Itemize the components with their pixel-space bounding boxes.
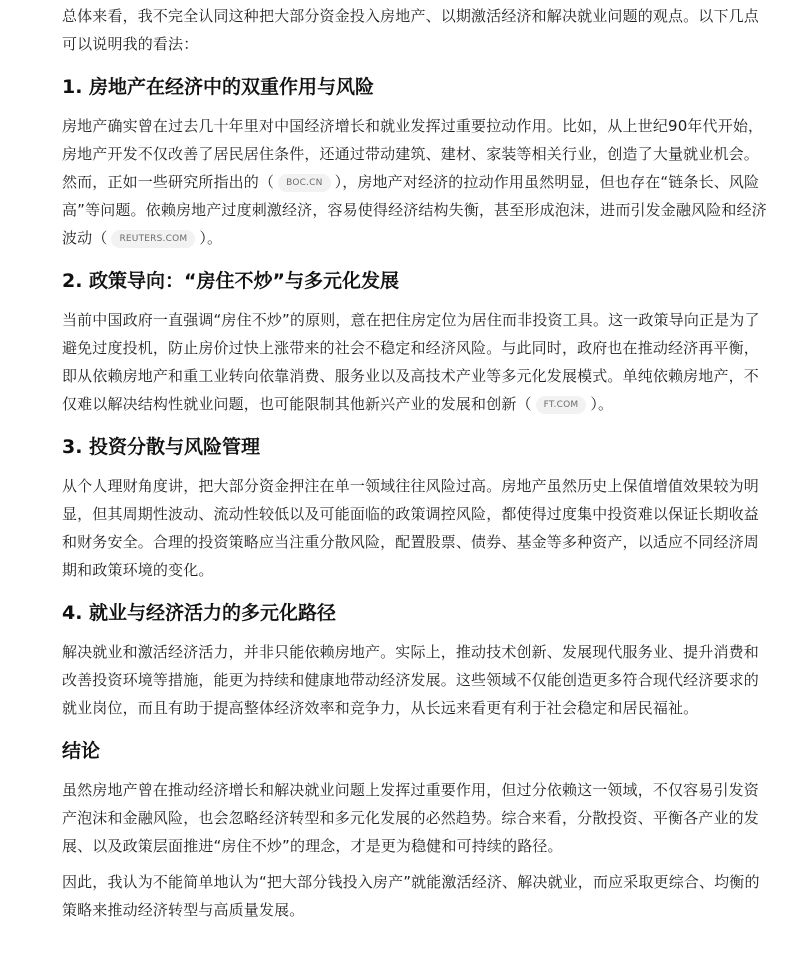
conclusion-paragraph: 虽然房地产曾在推动经济增长和解决就业问题上发挥过重要作用，但过分依赖这一领域，不仅容易引发资产泡沫和金融风险，也会忽略经济转型和多元化发展的必然趋势。综合来看，分散投资、平衡各产业的发展、以及政策层面推进“房住不炒”的理念，才是更为稳健和可持续的路径。 [62, 781, 759, 855]
section-heading-dual-role: 1. 房地产在经济中的双重作用与风险 [62, 76, 375, 98]
citation-chip-boc[interactable]: BOC.CN [278, 174, 330, 192]
paragraph-text: ，房地产对经济的拉动作用虽然明显，但也存在“链条长、风险高”等问题。依赖房地产过度刺激经济，容易使得经济结构失衡，甚至形成泡沫，进而引发金融风险和经济波动 [62, 173, 767, 247]
citation-chip-reuters[interactable]: REUTERS.COM [111, 230, 195, 248]
paragraph-text: 。 [597, 395, 614, 413]
section-paragraph-employment: 解决就业和激活经济活力，并非只能依赖房地产。实际上，推动技术创新、发展现代服务业、提升消费和改善投资环境等措施，能更为持续和健康地带动经济发展。这些领域不仅能创造更多符合现代经济要求的就业岗位，而且有助于提高整体经济效率和竞争力，从长远来看更有利于社会稳定和居民福祉。 [62, 643, 759, 717]
section-heading-conclusion: 结论 [62, 740, 101, 762]
section-heading-policy: 2. 政策导向：“房住不炒”与多元化发展 [62, 270, 400, 292]
paragraph-text: 房地产确实曾在过去几十年里对中国经济增长和就业发挥过重要拉动作用。比如，从上世纪90年代开始，房地产开发不仅改善了居民居住条件，还通过带动建筑、建材、家装等相关行业，创造了大量就业机会。然而，正如一些研究所指出的 [62, 117, 764, 191]
section-paragraph-dual-role: 房地产确实曾在过去几十年里对中国经济增长和就业发挥过重要拉动作用。比如，从上世纪90年代开始，房地产开发不仅改善了居民居住条件，还通过带动建筑、建材、家装等相关行业，创造了大量就业机会。然而，正如一些研究所指出的（ BOC.CN ），房地产对经济的拉动作用虽然明显，但也存在“链条长、风险高”等问题。依赖房地产过度刺激经济，容易使得经济结构失衡，甚至形成泡沫，进而引发金融风险和经济波动（ REUTERS.COM ）。 [62, 117, 767, 247]
paragraph-text: 当前中国政府一直强调“房住不炒”的原则，意在把住房定位为居住而非投资工具。这一政策导向正是为了避免过度投机，防止房价过快上涨带来的社会不稳定和经济风险。与此同时，政府也在推动经济再平衡，即从依赖房地产和重工业转向依靠消费、服务业以及高技术产业等多元化发展模式。单纯依赖房地产，不仅难以解决结构性就业问题，也可能限制其他新兴产业的发展和创新 [62, 311, 760, 413]
section-heading-diversification: 3. 投资分散与风险管理 [62, 436, 261, 458]
section-heading-employment: 4. 就业与经济活力的多元化路径 [62, 602, 337, 624]
citation-chip-ft[interactable]: FT.COM [536, 396, 587, 414]
paragraph-text: 。 [207, 229, 223, 247]
intro-paragraph: 总体来看，我不完全认同这种把大部分资金投入房地产、以期激活经济和解决就业问题的观点。以下几点可以说明我的看法： [62, 7, 759, 53]
section-paragraph-policy: 当前中国政府一直强调“房住不炒”的原则，意在把住房定位为居住而非投资工具。这一政策导向正是为了避免过度投机，防止房价过快上涨带来的社会不稳定和经济风险。与此同时，政府也在推动经济再平衡，即从依赖房地产和重工业转向依靠消费、服务业以及高技术产业等多元化发展模式。单纯依赖房地产，不仅难以解决结构性就业问题，也可能限制其他新兴产业的发展和创新（ FT.COM ）。 [62, 311, 760, 413]
section-paragraph-diversification: 从个人理财角度讲，把大部分资金押注在单一领域往往风险过高。房地产虽然历史上保值增值效果较为明显，但其周期性波动、流动性较低以及可能面临的政策调控风险，都使得过度集中投资难以保证长期收益和财务安全。合理的投资策略应当注重分散风险，配置股票、债券、基金等多种资产，以适应不同经济周期和政策环境的变化。 [62, 477, 759, 579]
final-paragraph: 因此，我认为不能简单地认为“把大部分钱投入房产”就能激活经济、解决就业，而应采取更综合、均衡的策略来推动经济转型与高质量发展。 [62, 873, 760, 919]
